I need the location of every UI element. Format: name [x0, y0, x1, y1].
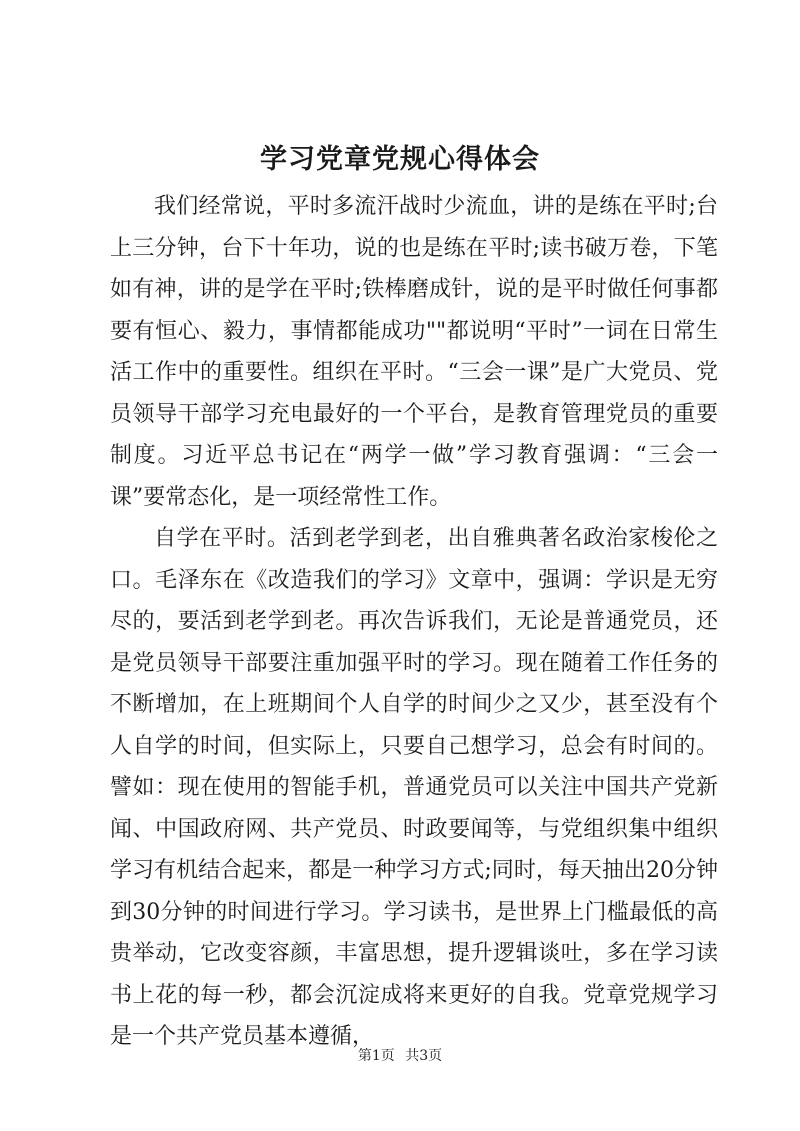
document-body	[110, 186, 718, 1058]
document-title: 学习党章党规心得体会	[260, 144, 540, 175]
paragraph-2: 自学在平时。活到老学到老，出自雅典著名政治家梭伦之口。毛泽东在《改造我们的学习》文章中，强调：学识是无穷尽的，要活到老学到老。再次告诉我们，无论是普通党员，还是党员领导干部要注重加强平时的学习。现在随着工作任务的不断增加，在上班期间个人自学的时间少之又少，甚至没有个人自学的时间，但实际上，只要自己想学习，总会有时间的。譬如：现在使用的智能手机，普通党员可以关注中国共产党新闻、中国政府网、共产党员、时政要闻等，与党组织集中组织学习有机结合起来，都是一种学习方式;同时，每天抽出20分钟到30分钟的时间进行学习。学习读书，是世界上门槛最低的高贵举动，它改变容颜，丰富思想，提升逻辑谈吐，多在学习读书上花的每一秒，都会沉淀成将来更好的自我。党章党规学习是一个共产党员基本遵循，	[110, 526, 718, 1049]
paragraph-1: 我们经常说，平时多流汗战时少流血，讲的是练在平时;台上三分钟，台下十年功，说的也是练在平时;读书破万卷，下笔如有神，讲的是学在平时;铁棒磨成针，说的是平时做任何事都要有恒心、毅力，事情都能成功""都说明“平时”一词在日常生活工作中的重要性。组织在平时。“三会一课”是广大党员、党员领导干部学习充电最好的一个平台，是教育管理党员的重要制度。习近平总书记在“两学一做”学习教育强调：“三会一课”要常态化，是一项经常性工作。	[110, 194, 718, 510]
page-number-total: 共3页	[405, 1048, 443, 1064]
page-footer	[0, 1046, 800, 1066]
page-number-current: 第1页	[357, 1048, 395, 1064]
